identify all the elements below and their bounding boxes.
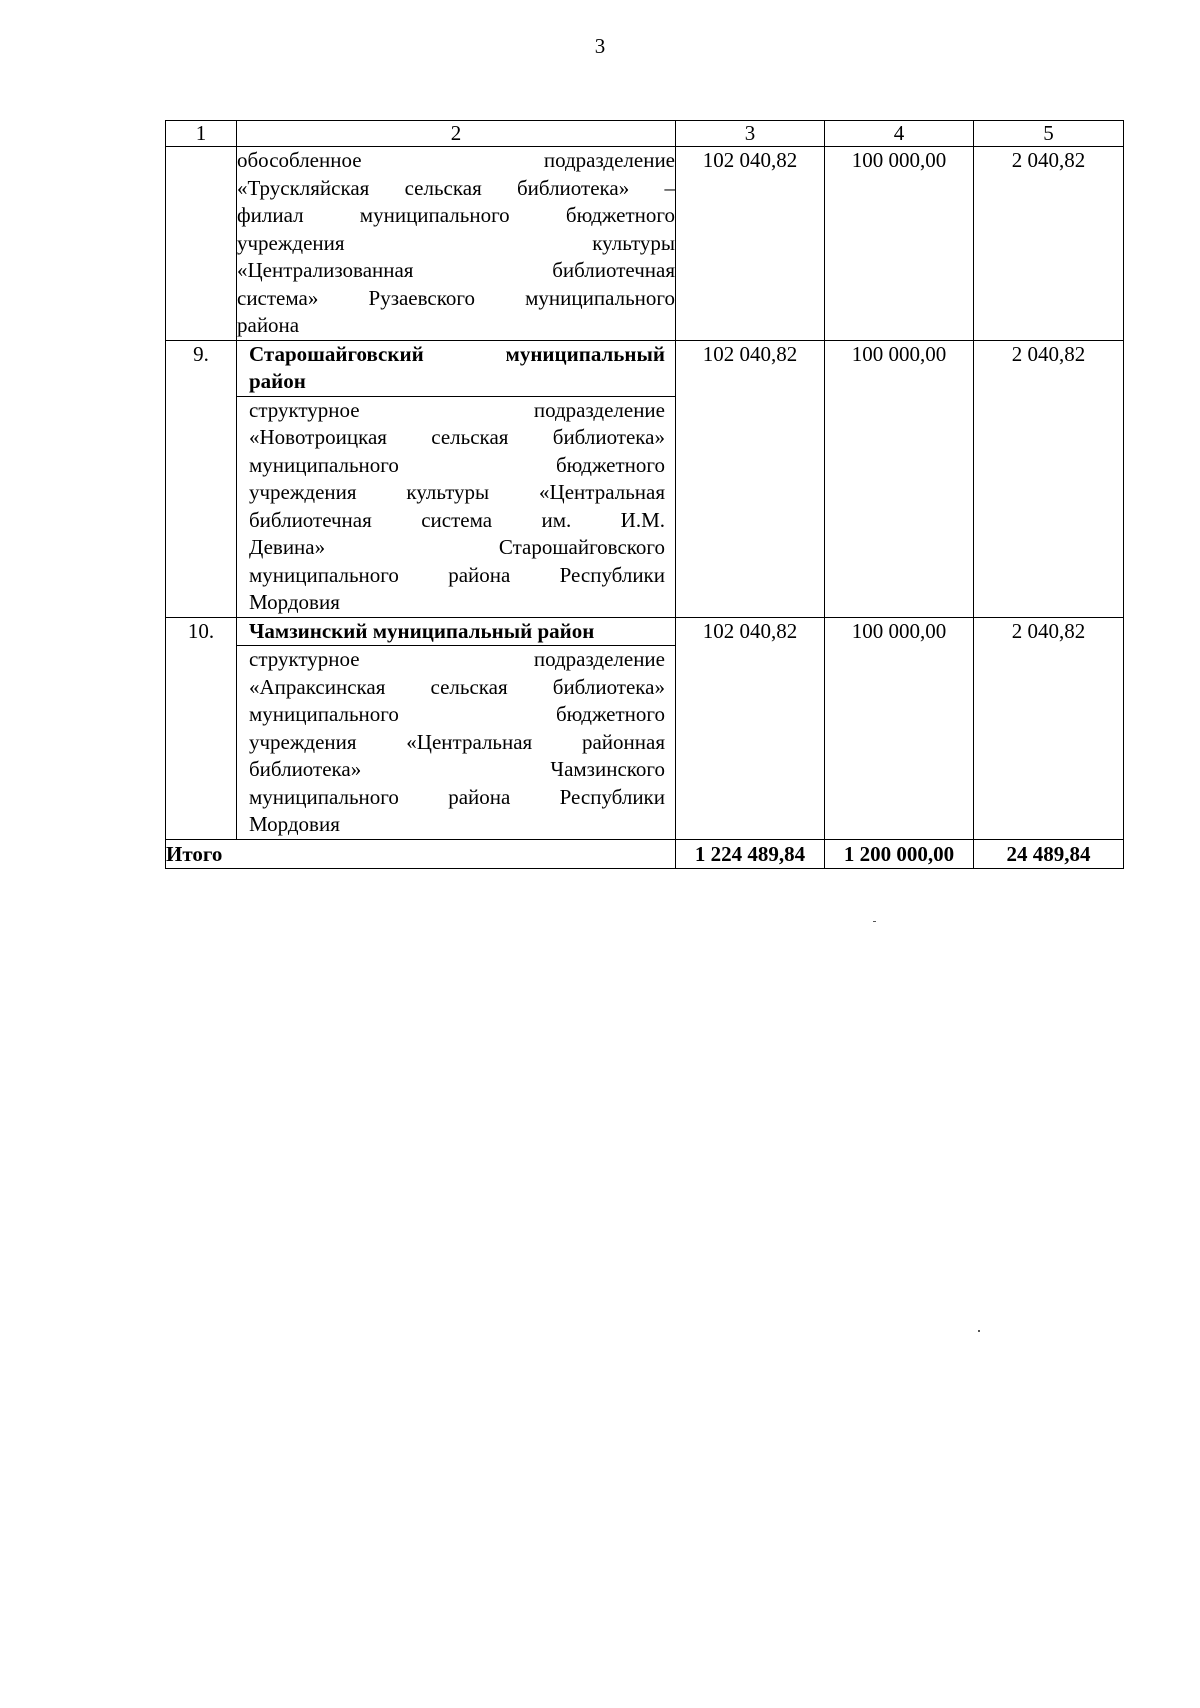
scan-speck <box>873 921 876 922</box>
row-col4-value: 100 000,00 <box>825 147 974 341</box>
row-col4-value: 100 000,00 <box>825 617 974 839</box>
header-col-2: 2 <box>237 121 676 147</box>
description-line: «Апраксинская сельская библиотека» <box>249 674 665 699</box>
description-line: учреждения «Центральная районная <box>249 729 665 754</box>
description-line: района <box>237 313 300 337</box>
description-line: учреждения культуры «Центральная <box>249 480 665 504</box>
description-line: «Трускляйская сельская библиотека» – <box>237 175 675 200</box>
description-line: муниципального бюджетного <box>249 452 665 477</box>
description-line: «Централизованная библиотечная <box>237 258 675 282</box>
row-col3-value: 102 040,82 <box>676 147 825 341</box>
district-title-line: Старошайговский муниципальный <box>249 341 665 366</box>
row-col3-value: 102 040,82 <box>676 340 825 617</box>
row-col5-value: 2 040,82 <box>974 340 1124 617</box>
row-number: 10. <box>166 617 237 839</box>
description-line: Мордовия <box>249 812 340 836</box>
library-description <box>237 646 675 839</box>
district-title <box>237 618 675 647</box>
description-line: библиотечная система им. И.М. <box>249 507 665 532</box>
description-line: обособленное подразделение <box>237 148 675 172</box>
row-col3-value: 102 040,82 <box>676 617 825 839</box>
row-description <box>237 147 676 341</box>
total-col4-value: 1 200 000,00 <box>825 839 974 868</box>
description-line: Девина» Старошайговского <box>249 535 665 559</box>
row-number <box>166 147 237 341</box>
description-line: структурное подразделение <box>249 647 665 671</box>
table-row <box>166 617 1124 839</box>
row-col5-value: 2 040,82 <box>974 617 1124 839</box>
description-line: муниципального бюджетного <box>249 702 665 726</box>
row-number: 9. <box>166 340 237 617</box>
description-line: «Новотроицкая сельская библиотека» <box>249 425 665 449</box>
scan-speck <box>978 1330 980 1332</box>
allocation-table <box>165 120 1124 869</box>
header-col-3: 3 <box>676 121 825 147</box>
header-col-4: 4 <box>825 121 974 147</box>
district-title-line: район <box>249 369 306 393</box>
total-col3-value: 1 224 489,84 <box>676 839 825 868</box>
row-description <box>237 340 676 617</box>
table-row <box>166 340 1124 617</box>
description-line: структурное подразделение <box>249 397 665 422</box>
description-line: филиал муниципального бюджетного <box>237 203 675 227</box>
page-number: 3 <box>594 34 606 58</box>
header-col-5: 5 <box>974 121 1124 147</box>
description-line: муниципального района Республики <box>249 784 665 809</box>
table-row <box>166 147 1124 341</box>
description-line: система» Рузаевского муниципального <box>237 285 675 310</box>
total-label: Итого <box>166 839 676 868</box>
row-description <box>237 617 676 839</box>
district-title-line: Чамзинский муниципальный район <box>249 618 595 643</box>
row-col5-value: 2 040,82 <box>974 147 1124 341</box>
description-line: Мордовия <box>249 590 340 614</box>
description-line: учреждения культуры <box>237 230 675 255</box>
row-col4-value: 100 000,00 <box>825 340 974 617</box>
total-col5-value: 24 489,84 <box>974 839 1124 868</box>
total-row <box>166 839 1124 868</box>
table-header-row <box>166 121 1124 147</box>
library-description <box>237 397 675 617</box>
description-line: библиотека» Чамзинского <box>249 757 665 781</box>
district-title <box>237 341 675 397</box>
description-line: муниципального района Республики <box>249 562 665 587</box>
header-col-1: 1 <box>166 121 237 147</box>
